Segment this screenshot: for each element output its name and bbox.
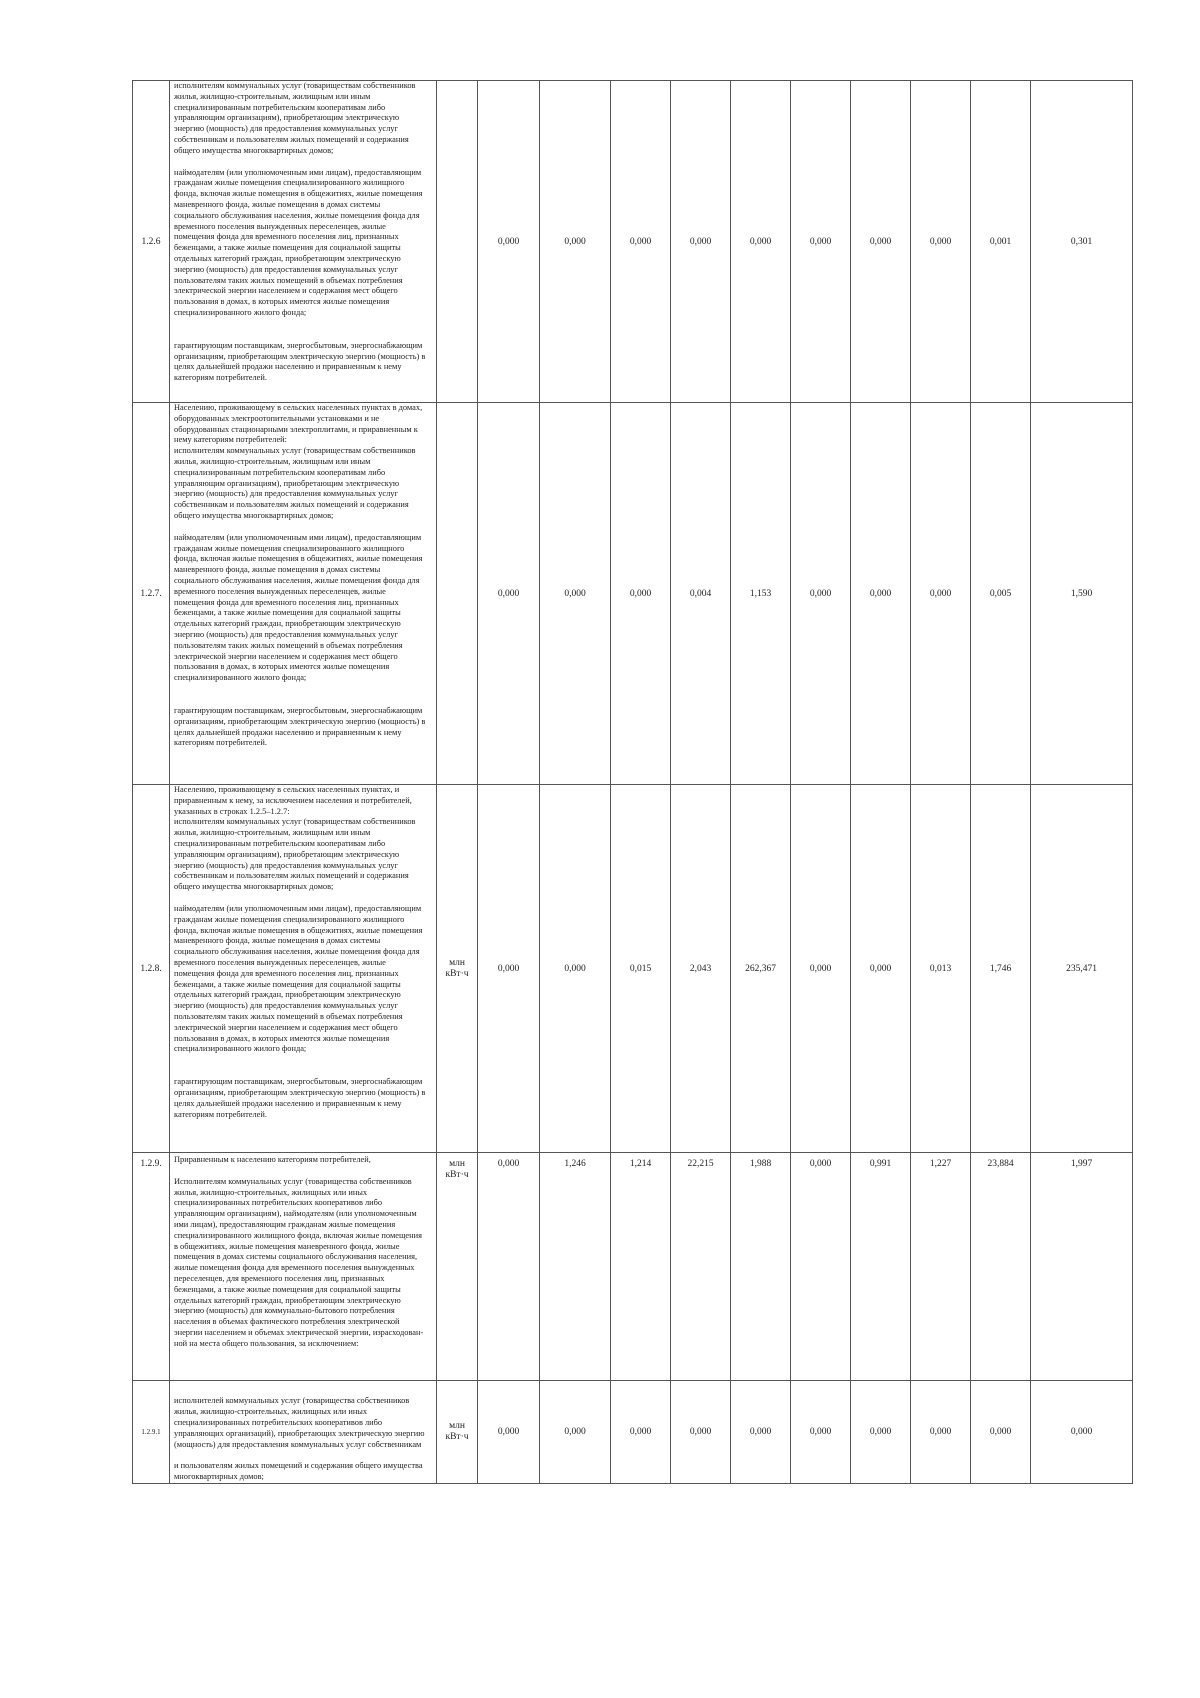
value-cell: 0,000 (851, 81, 911, 403)
description-paragraph: и пользователям жилых помещений и содержания общего имущества многоквартирных домов; (174, 1461, 423, 1482)
description-paragraph: Населению, проживающему в сельских населенных пунктах, и приравненным к нему, за исключением населения и потребителей, указанных в строках 1.2.5–1.2.7: исполнителям коммунальных услуг (товариществам собственников жилья, жилищно-строительным, жилищным или иным специализированным потребительским кооперативам либо управляющим организациям), приобретающим электрическую энергию (мощность) для предоставления коммунальных услуг собственникам и пользователям жилых помещений и содержания общего имущества многоквартирных домов; (174, 785, 416, 892)
value-cell: 0,000 (540, 1381, 611, 1484)
document-sheet (132, 80, 1132, 1484)
unit-cell (437, 81, 478, 403)
description-paragraph: наймодателям (или уполномоченным ими лицам), предоставляющим гражданам жилые помещения специализированного жилищного фонда, включая жилые помещения в общежитиях, жилые помещения маневренного фонда, жилые помещения в домах системы социального обслуживания населения, жилые помещения фонда для временного поселения вынужденных переселенцев, жилые помещения фонда для временного поселения лиц, признанных беженцами, а также жилые помещения для социальной защиты отдельных категорий граждан, приобретающим электрическую энергию (мощность) для предоставления коммунальных услуг пользователям таких жилых помещений в объемах потребления электрической энергии населением и содержания мест общего пользования в домах, в которых имеются жилые помещения специализированного жилого фонда; (174, 903, 423, 1054)
description-paragraph: Населению, проживающему в сельских населенных пунктах в домах, оборудованных электроотопительными установками и не оборудованных стационарными электроплитами, и приравненным к нему категориям потребителей: исполнителям коммунальных услуг (товариществам собственников жилья, жилищно-строительным, жилищным или иным специализированным потребительским кооперативам либо управляющим организациям), приобретающим электрическую энергию (мощность) для предоставления коммунальных услуг собственникам и пользователям жилых помещений и содержания общего имущества многоквартирных домов; (174, 403, 423, 520)
value-cell: 1,246 (540, 1153, 611, 1381)
description-paragraph: наймодателям (или уполномоченным ими лицам), предоставляющим гражданам жилые помещения специализированного жилищного фонда, включая жилые помещения в общежитиях, жилые помещения маневренного фонда, жилые помещения в домах системы социального обслуживания населения, жилые помещения фонда для временного поселения вынужденных переселенцев, жилые помещения фонда для временного поселения лиц, признанных беженцами, а также жилые помещения для социальной защиты отдельных категорий граждан, приобретающим электрическую энергию (мощность) для предоставления коммунальных услуг пользователям таких жилых помещений в объемах потребления электрической энергии населением и содержания мест общего пользования в домах, в которых имеются жилые помещения специализированного жилого фонда; (174, 167, 423, 317)
value-cell: 1,153 (731, 403, 791, 785)
value-cell: 1,214 (611, 1153, 671, 1381)
value-cell: 0,000 (911, 1381, 971, 1484)
value-cell: 0,000 (851, 785, 911, 1153)
value-cell: 235,471 (1031, 785, 1133, 1153)
value-cell: 262,367 (731, 785, 791, 1153)
value-cell: 0,000 (478, 1381, 540, 1484)
value-cell: 0,004 (671, 403, 731, 785)
value-cell: 1,227 (911, 1153, 971, 1381)
value-cell: 0,000 (791, 81, 851, 403)
row-code: 1.2.7. (133, 403, 170, 785)
table-row (133, 1153, 1133, 1381)
value-cell: 2,043 (671, 785, 731, 1153)
table-row (133, 81, 1133, 403)
value-cell: 0,000 (671, 1381, 731, 1484)
description-paragraph: исполнителей коммунальных услуг (товарищества собственников жилья, жилищно-строительных, жилищных или иных специализированных потребительских кооперативов либо управляющих организаций), приобретающих электрическую энергию (мощность) для предоставления коммунальных услуг собственникам (174, 1396, 425, 1449)
value-cell: 0,000 (611, 403, 671, 785)
value-cell: 0,000 (911, 81, 971, 403)
value-cell: 0,000 (540, 785, 611, 1153)
unit-cell: млн кВт·ч (437, 785, 478, 1153)
tariff-table (132, 80, 1133, 1484)
unit-cell: млн кВт·ч (437, 1153, 478, 1381)
value-cell: 0,000 (911, 403, 971, 785)
value-cell: 0,000 (851, 1381, 911, 1484)
row-description (170, 1381, 437, 1484)
value-cell: 0,000 (478, 81, 540, 403)
value-cell: 0,000 (540, 81, 611, 403)
unit-cell (437, 403, 478, 785)
unit-cell: млн кВт·ч (437, 1381, 478, 1484)
value-cell: 23,884 (971, 1153, 1031, 1381)
value-cell: 0,301 (1031, 81, 1133, 403)
value-cell: 1,590 (1031, 403, 1133, 785)
value-cell: 0,000 (611, 1381, 671, 1484)
value-cell: 0,000 (791, 785, 851, 1153)
value-cell: 0,000 (791, 1381, 851, 1484)
description-paragraph: исполнителям коммунальных услуг (товариществам собственников жилья, жилищно-строительным, жилищным или иным специализированным потребительским кооперативам либо управляющим организациям), приобретающим электрическую энергию (мощность) для предоставления коммунальных услуг собственникам и пользователям жилых помещений и содержания общего имущества многоквартирных домов; (174, 81, 416, 155)
description-paragraph: наймодателям (или уполномоченным ими лицам), предоставляющим гражданам жилые помещения специализированного жилищного фонда, включая жилые помещения в общежитиях, жилые помещения маневренного фонда, жилые помещения в домах системы социального обслуживания населения, жилые помещения фонда для временного поселения вынужденных переселенцев, жилые помещения фонда для временного поселения лиц, признанных беженцами, а также жилые помещения для социальной защиты отдельных категорий граждан, приобретающим электрическую энергию (мощность) для предоставления коммунальных услуг пользователям таких жилых помещений в объемах потребления электрической энергии населением и содержания мест общего пользования в домах, в которых имеются жилые помещения специализированного жилого фонда; (174, 532, 423, 683)
row-code: 1.2.9. (133, 1153, 170, 1381)
description-paragraph: гарантирующим поставщикам, энергосбытовым, энергоснабжающим организациям, приобретающим электрическую энергию (мощность) в целях дальнейшей продажи населению и приравненным к нему категориям потребителей. (174, 340, 426, 383)
value-cell: 0,000 (671, 81, 731, 403)
value-cell: 0,005 (971, 403, 1031, 785)
description-paragraph: гарантирующим поставщикам, энергосбытовым, энергоснабжающим организациям, приобретающим электрическую энергию (мощность) в целях дальнейшей продажи населению и приравненным к нему категориям потребителей. (174, 705, 426, 748)
value-cell: 0,000 (731, 81, 791, 403)
value-cell: 1,746 (971, 785, 1031, 1153)
value-cell: 0,000 (478, 785, 540, 1153)
row-description (170, 403, 437, 785)
value-cell: 1,988 (731, 1153, 791, 1381)
value-cell: 0,000 (611, 81, 671, 403)
value-cell: 0,000 (1031, 1381, 1133, 1484)
description-paragraph: Исполнителям коммунальных услуг (товарищества собственников жилья, жилищно-строительных, жилищных или иных специализированных потребительских кооперативов либо управляющим организациям), наймодателям (или уполномоченным ими лицам), предоставляющим гражданам жилые помещения специализированного жилищного фонда, включая жилые помещения в общежитиях, жилые помещения маневренного фонда, жилые помещения в домах системы социального обслуживания населения, жилые помещения фонда для временного поселения вынужденных переселенцев, для временного поселения лиц, признанных беженцами, а также жилые помещения для социальной защиты отдельных категорий граждан, приобретающим электрическую энергию (мощность) для коммунально-бытового потребления населения в объемах фактического потребления электрической энергии населением и объемах электрической энергии, израсходован- ной на места общего пользования, за исключением: (174, 1176, 424, 1348)
value-cell: 0,000 (540, 403, 611, 785)
value-cell: 22,215 (671, 1153, 731, 1381)
row-description (170, 81, 437, 403)
value-cell: 0,000 (851, 403, 911, 785)
value-cell: 1,997 (1031, 1153, 1133, 1381)
row-code: 1.2.8. (133, 785, 170, 1153)
row-description (170, 1153, 437, 1381)
description-paragraph: Приравненным к населению категориям потребителей, (174, 1155, 371, 1164)
table-row (133, 785, 1133, 1153)
description-paragraph: гарантирующим поставщикам, энергосбытовым, энергоснабжающим организациям, приобретающим электрическую энергию (мощность) в целях дальнейшей продажи населению и приравненным к нему категориям потребителей. (174, 1077, 426, 1119)
value-cell: 0,000 (478, 403, 540, 785)
table-row (133, 403, 1133, 785)
value-cell: 0,015 (611, 785, 671, 1153)
value-cell: 0,000 (791, 1153, 851, 1381)
value-cell: 0,000 (791, 403, 851, 785)
row-description (170, 785, 437, 1153)
value-cell: 0,013 (911, 785, 971, 1153)
table-row (133, 1381, 1133, 1484)
value-cell: 0,000 (971, 1381, 1031, 1484)
value-cell: 0,000 (731, 1381, 791, 1484)
row-code: 1.2.9.1 (133, 1381, 170, 1484)
value-cell: 0,001 (971, 81, 1031, 403)
value-cell: 0,000 (478, 1153, 540, 1381)
value-cell: 0,991 (851, 1153, 911, 1381)
row-code: 1.2.6 (133, 81, 170, 403)
